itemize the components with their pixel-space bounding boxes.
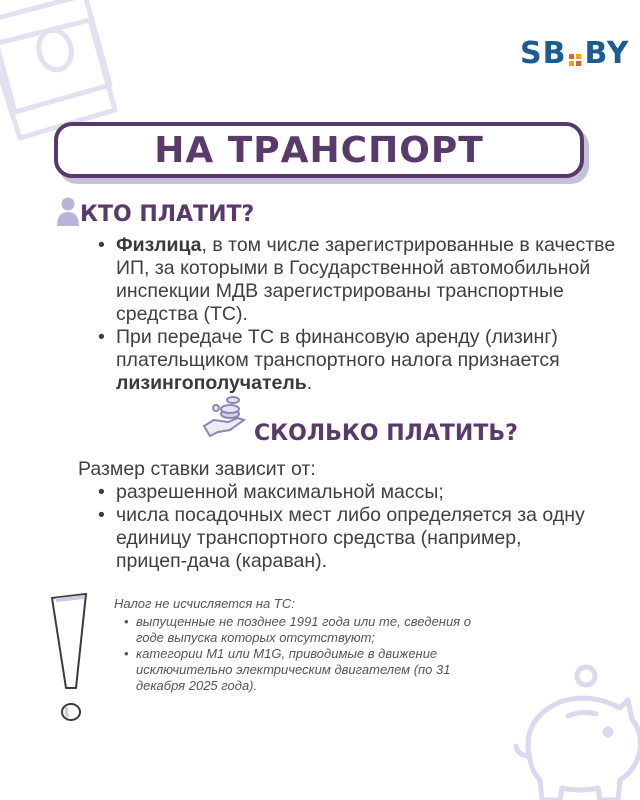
person-icon <box>56 196 80 226</box>
coins-hand-icon <box>200 392 254 446</box>
list-item: • категории М1 или M1G, приводимые в движение исключительно электрическим двигателем (по 31 декабря 2025 года). <box>122 646 494 694</box>
how-much-list <box>94 481 594 573</box>
logo-text-left: SB <box>520 36 567 71</box>
who-pays-list <box>94 234 634 395</box>
list-item: • выпущенные не позднее 1991 года или те, сведения о годе выпуска которых отсутствуют; <box>122 614 494 646</box>
piggy-bank-icon <box>510 660 640 800</box>
logo <box>520 36 629 71</box>
list-item: • числа посадочных мест либо определяется за одну единицу транспортного средства (например, прицеп-дача (караван). <box>94 504 594 573</box>
exemption-heading: Налог не исчисляется на ТС: <box>114 596 295 611</box>
list-item: • разрешенной максимальной массы; <box>94 481 594 504</box>
page-title: НА ТРАНСПОРТ <box>154 129 484 171</box>
how-much-heading: СКОЛЬКО ПЛАТИТЬ? <box>254 421 518 446</box>
list-item: • Физлица, в том числе зарегистрированные в качестве ИП, за которыми в Государственной автомобильной инспекции МДВ зарегистрированы транспортные средства (ТС). <box>94 234 634 326</box>
exclamation-icon <box>48 590 94 730</box>
logo-dots-icon <box>569 54 581 66</box>
list-item: • При передаче ТС в финансовую аренду (лизинг) плательщиком транспортного налога признается лизингополучатель. <box>94 326 634 395</box>
title-box <box>54 122 584 178</box>
logo-text-right: BY <box>584 36 630 71</box>
how-much-intro: Размер ставки зависит от: <box>78 458 316 480</box>
exemption-note <box>114 596 494 694</box>
who-pays-heading: КТО ПЛАТИТ? <box>80 202 255 227</box>
